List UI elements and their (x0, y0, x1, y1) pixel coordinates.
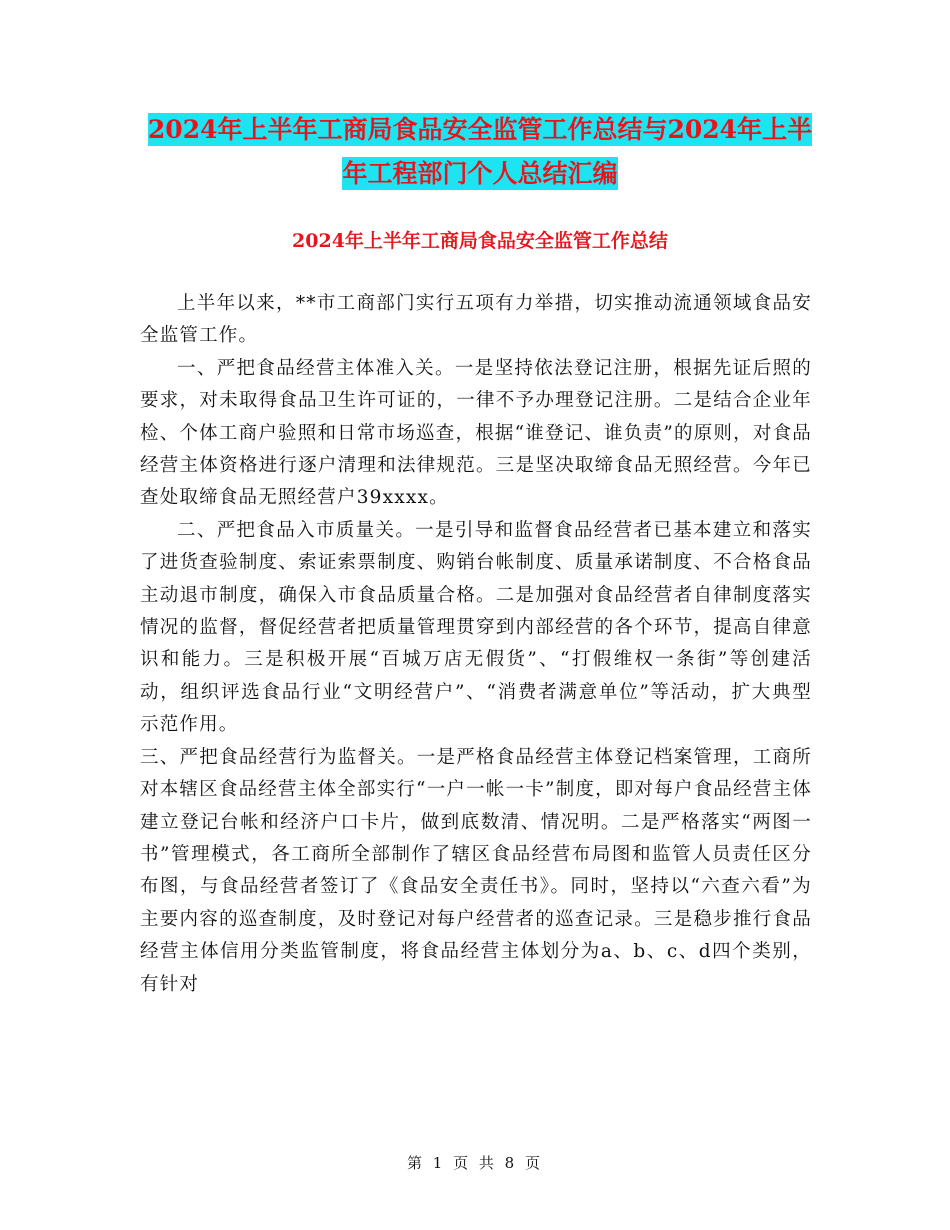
paragraph-3: 三、严把食品经营行为监督关。一是严格食品经营主体登记档案管理，工商所对本辖区食品经营主体全部实行“一户一帐一卡”制度，即对每户食品经营主体建立登记台帐和经济户口卡片，做到底数清、情况明。二是严格落实“两图一书”管理模式，各工商所全部制作了辖区食品经营布局图和监管人员责任区分布图，与食品经营者签订了《食品安全责任书》。同时，坚持以“六查六看”为主要内容的巡查制度，及时登记对每户经营者的巡查记录。三是稳步推行食品经营主体信用分类监管制度，将食品经营主体划分为a、b、c、d四个类别，有针对 (140, 746, 812, 995)
paragraph-intro: 上半年以来，**市工商部门实行五项有力举措，切实推动流通领域食品安全监管工作。 (140, 293, 812, 347)
document-title-text: 2024年上半年工商局食品安全监管工作总结与2024年上半年工程部门个人总结汇编 (147, 115, 813, 188)
page-footer: 第 1 页 共 8 页 (407, 1154, 543, 1172)
paragraph-1: 一、严把食品经营主体准入关。一是坚持依法登记注册，根据先证后照的要求，对未取得食品卫生许可证的，一律不予办理登记注册。二是结合企业年检、个体工商户验照和日常市场巡查，根据“谁登记、谁负责”的原则，对食品经营主体资格进行逐户清理和法律规范。三是坚决取缔食品无照经营。今年已查处取缔食品无照经营户39xxxx。 (140, 357, 812, 509)
document-title (140, 108, 820, 196)
document-body (140, 288, 812, 1001)
paragraph-2: 二、严把食品入市质量关。一是引导和监督食品经营者已基本建立和落实了进货查验制度、索证索票制度、购销台帐制度、质量承诺制度、不合格食品主动退市制度，确保入市食品质量合格。二是加强对食品经营者自律制度落实情况的监督，督促经营者把质量管理贯穿到内部经营的各个环节，提高自律意识和能力。三是积极开展“百城万店无假货”、“打假维权一条街”等创建活动，组织评选食品行业“文明经营户”、“消费者满意单位”等活动，扩大典型示范作用。 (140, 519, 812, 736)
section-title: 2024年上半年工商局食品安全监管工作总结 (292, 230, 668, 252)
